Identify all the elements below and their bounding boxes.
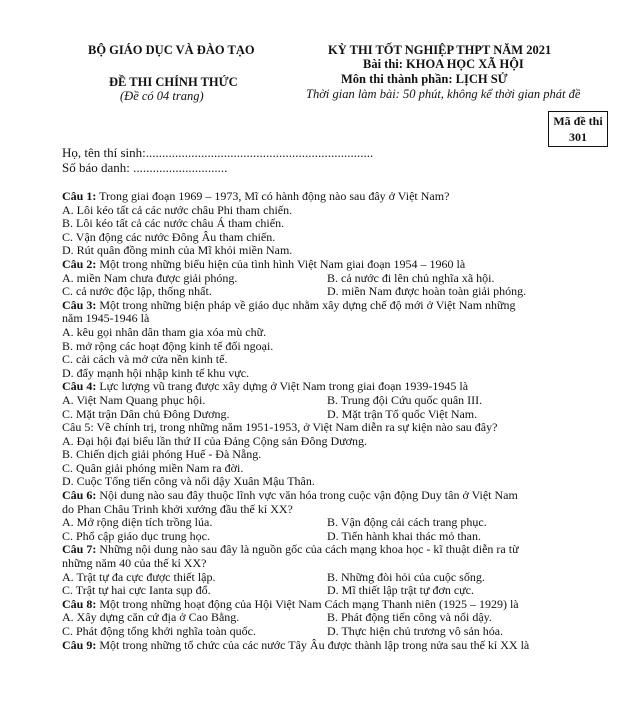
question-6 [62, 489, 582, 543]
question-number: Câu 8: [62, 596, 97, 611]
question-3 [62, 299, 582, 381]
question-text-cont: do Phan Châu Trinh khởi xướng đầu thế kỉ XX? [62, 501, 293, 516]
option-b: B. Lôi kéo tất cả các nước châu Á tham chiến. [62, 216, 285, 231]
option-c: C. cải cách và mở cửa nền kinh tế. [62, 352, 228, 367]
question-number: Câu 9: [62, 637, 97, 652]
exam-time: Thời gian làm bài: 50 phút, không kể thời gian phát đề [306, 87, 581, 101]
question-text: Trong giai đoạn 1969 – 1973, Mĩ có hành động nào sau đây ở Việt Nam? [99, 189, 450, 203]
option-c: C. Phổ cập giáo dục trung học. [62, 528, 210, 543]
question-text: Một trong những tổ chức của các nước Tây Âu được thành lập trong nửa sau thế kỉ XX là [99, 637, 530, 652]
option-d: D. đẩy mạnh hội nhập kinh tế khu vực. [62, 365, 250, 380]
question-number: Câu 1: [62, 189, 97, 203]
question-text: Về chính trị, trong những năm 1951-1953, ở Việt Nam diễn ra sự kiện nào sau đây? [96, 420, 498, 435]
option-d: D. Mặt trận Tổ quốc Việt Nam. [327, 406, 478, 421]
option-b: B. Vận động cải cách trang phục. [327, 515, 487, 530]
option-a: A. Mở rộng diện tích trồng lúa. [62, 515, 213, 530]
option-a: A. Trật tự đa cực được thiết lập. [62, 569, 216, 584]
option-b: B. cả nước đi lên chủ nghĩa xã hội. [327, 270, 495, 285]
question-9 [62, 639, 582, 653]
option-a: A. miền Nam chưa được giải phóng. [62, 270, 238, 285]
option-b: B. Phát động tiến công và nổi dậy. [327, 610, 492, 625]
question-8 [62, 598, 582, 639]
option-b: B. mở rộng các hoạt động kinh tế đối ngoại. [62, 338, 274, 353]
exam-code-label: Mã đề thi [553, 114, 603, 128]
option-d: D. miền Nam được hoàn toàn giải phóng. [327, 284, 527, 299]
question-1 [62, 190, 582, 258]
option-d: D. Thực hiện chủ trương vô sản hóa. [327, 624, 504, 638]
question-number: Câu 5: [62, 420, 94, 435]
question-5 [62, 421, 582, 489]
option-c: C. Trật tự hai cực Ianta sụp đổ. [62, 583, 211, 598]
question-number: Câu 3: [62, 297, 97, 312]
option-a: A. kêu gọi nhân dân tham gia xóa mù chữ. [62, 324, 267, 339]
question-text: Một trong những hoạt động của Hội Việt Nam Cách mạng Thanh niên (1925 – 1929) là [99, 596, 519, 611]
option-c: C. cả nước độc lập, thống nhất. [62, 284, 212, 299]
option-c: C. Vận động các nước Đông Âu tham chiến. [62, 229, 276, 244]
question-number: Câu 6: [62, 488, 97, 503]
question-text: Những nội dung nào sau đây là nguồn gốc của cách mạng khoa học - kĩ thuật diễn ra từ [99, 542, 519, 557]
question-text: Một trong những biểu hiện của tình hình Việt Nam giai đoạn 1954 – 1960 là [99, 256, 466, 271]
question-number: Câu 7: [62, 542, 97, 557]
question-number: Câu 4: [62, 379, 97, 394]
option-b: B. Trung đội Cứu quốc quân III. [327, 392, 483, 407]
option-a: A. Đại hội đại biểu lần thứ II của Đảng Cộng sản Đông Dương. [62, 433, 367, 448]
question-text: Nội dung nào sau đây thuộc lĩnh vực văn hóa trong cuộc vận động Duy tân ở Việt Nam [99, 488, 518, 503]
candidate-id-field[interactable]: Số báo danh: ............................. [62, 160, 228, 175]
exam-code-value: 301 [569, 130, 587, 144]
question-7 [62, 543, 582, 597]
option-d: D. Cuộc Tổng tiến công và nổi dậy Xuân Mậu Thân. [62, 474, 315, 489]
option-c: C. Mặt trận Dân chủ Đông Dương. [62, 406, 230, 421]
exam-title: KỲ THI TỐT NGHIỆP THPT NĂM 2021 [328, 43, 552, 57]
question-text: Một trong những biện pháp về giáo dục nhằm xây dựng chế độ mới ở Việt Nam những [99, 297, 516, 312]
exam-component: Môn thi thành phần: LỊCH SỬ [341, 72, 508, 86]
page-count: (Đề có 04 trang) [120, 89, 204, 103]
option-b: B. Những đòi hỏi của cuộc sống. [327, 569, 485, 584]
question-text-cont: năm 1945-1946 là [62, 311, 150, 326]
question-4 [62, 380, 582, 421]
question-text-cont: những năm 40 của thế kỉ XX? [62, 556, 207, 571]
candidate-name-field[interactable]: Họ, tên thí sinh:...................................................................... [62, 145, 374, 160]
question-list [62, 190, 582, 652]
option-a: A. Lôi kéo tất cả các nước châu Phi tham chiến. [62, 202, 293, 217]
option-d: D. Mĩ thiết lập trật tự đơn cực. [327, 583, 474, 598]
question-text: Lực lượng vũ trang được xây dựng ở Việt Nam trong giai đoạn 1939-1945 là [99, 379, 469, 394]
ministry-name: BỘ GIÁO DỤC VÀ ĐÀO TẠO [88, 43, 255, 57]
option-a: A. Việt Nam Quang phục hội. [62, 392, 206, 407]
option-a: A. Xây dựng căn cứ địa ở Cao Bằng. [62, 610, 240, 625]
option-c: C. Phát động tổng khởi nghĩa toàn quốc. [62, 624, 256, 638]
exam-code-box [548, 111, 608, 147]
option-d: D. Rút quân đồng minh của Mĩ khỏi miền Nam. [62, 243, 293, 258]
option-c: C. Quân giải phóng miền Nam ra đời. [62, 460, 244, 475]
exam-subject: Bài thi: KHOA HỌC XÃ HỘI [363, 57, 524, 71]
question-2 [62, 258, 582, 299]
official-exam-label: ĐỀ THI CHÍNH THỨC [109, 75, 238, 89]
option-d: D. Tiến hành khai thác mỏ than. [327, 528, 481, 543]
question-number: Câu 2: [62, 256, 97, 271]
option-b: B. Chiến dịch giải phóng Huế - Đà Nẵng. [62, 447, 262, 462]
